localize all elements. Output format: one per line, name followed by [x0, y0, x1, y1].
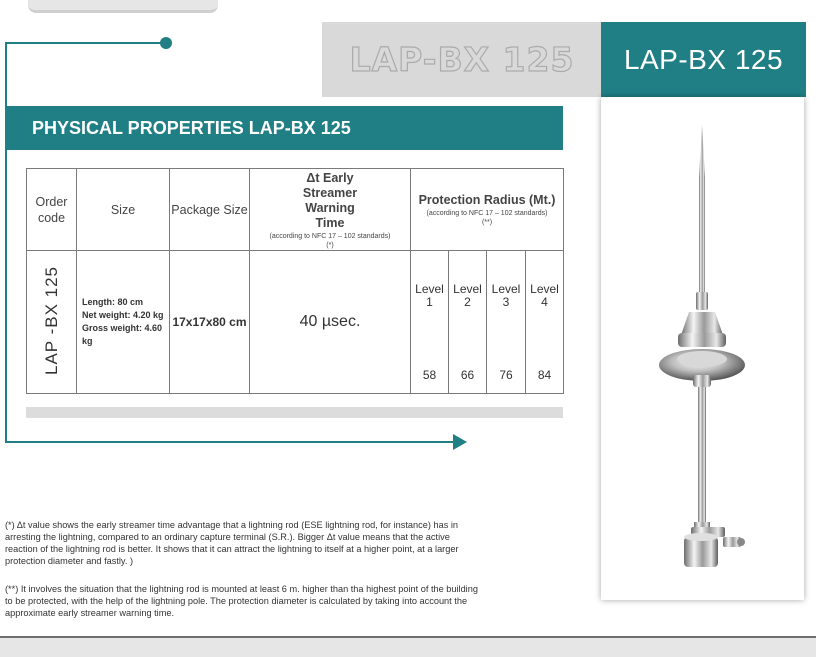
- header-warning-time: Δt Early Streamer Warning Time (according to NFC 17 – 102 standards) (*): [250, 169, 411, 251]
- size-gross-weight: Gross weight: 4.60 kg: [82, 323, 163, 346]
- bottom-band: [0, 636, 816, 657]
- level-4-label: Level 4: [526, 251, 564, 358]
- table-header-row: [27, 169, 564, 251]
- connector-line-bottom: [5, 441, 455, 443]
- properties-table: [26, 168, 564, 394]
- section-title: PHYSICAL PROPERTIES LAP-BX 125: [32, 118, 351, 138]
- level-2-value: 66: [449, 357, 487, 394]
- connector-line-top: [5, 42, 165, 44]
- package-size-value: 17x17x80 cm: [170, 251, 250, 394]
- product-title-panel: [601, 22, 806, 97]
- header-protection-radius: Protection Radius (Mt.) (according to NFC 17 – 102 standards) (**): [411, 169, 564, 251]
- footnote-2: (**) It involves the situation that the lightning rod is mounted at least 6 m. higher than tha highest point of the building to be protected, with the help of the lightning pole. The protection diameter is calculated by taking into account the approximate early streamer warning time.: [5, 584, 478, 618]
- level-4-value: 84: [526, 357, 564, 394]
- level-1-label: Level 1: [411, 251, 449, 358]
- product-image-card: [601, 97, 804, 600]
- grey-title-panel: [322, 22, 602, 97]
- section-header: [6, 106, 563, 150]
- table-row: [27, 251, 564, 358]
- level-3-label: Level 3: [487, 251, 526, 358]
- level-3-value: 76: [487, 357, 526, 394]
- order-code-cell: [27, 251, 77, 394]
- connector-dot: [160, 37, 172, 49]
- connector-arrow-icon: [453, 434, 467, 450]
- header-package-size: Package Size: [170, 169, 250, 251]
- lightning-rod-icon: [601, 97, 804, 600]
- level-2-label: Level 2: [449, 251, 487, 358]
- header-size: Size: [77, 169, 170, 251]
- table-scrollbar[interactable]: [26, 407, 563, 418]
- footnote-1: (*) Δt value shows the early streamer time advantage that a lightning rod (ESE lightning rod, for instance) has in arresting the lightning, compared to an ordinary capture terminal (S.R.). Bigger Δt value means that the active reaction of the lightning rod is better. It shows that it can attract the lightning to itself at a higher point, at a larger protection diameter and fastly. ): [5, 520, 459, 566]
- warning-time-value: 40 µsec.: [250, 251, 411, 394]
- size-cell: [77, 251, 170, 394]
- connector-line-vertical: [5, 42, 7, 442]
- level-1-value: 58: [411, 357, 449, 394]
- size-net-weight: Net weight: 4.20 kg: [82, 310, 164, 320]
- order-code-value: LAP -BX 125: [41, 266, 61, 375]
- grey-title-text: LAP-BX 125: [349, 40, 575, 79]
- product-title-text: LAP-BX 125: [623, 43, 784, 75]
- header-order-code: Order code: [27, 169, 77, 251]
- top-decor-tab: [28, 0, 218, 13]
- size-length: Length: 80 cm: [82, 297, 144, 307]
